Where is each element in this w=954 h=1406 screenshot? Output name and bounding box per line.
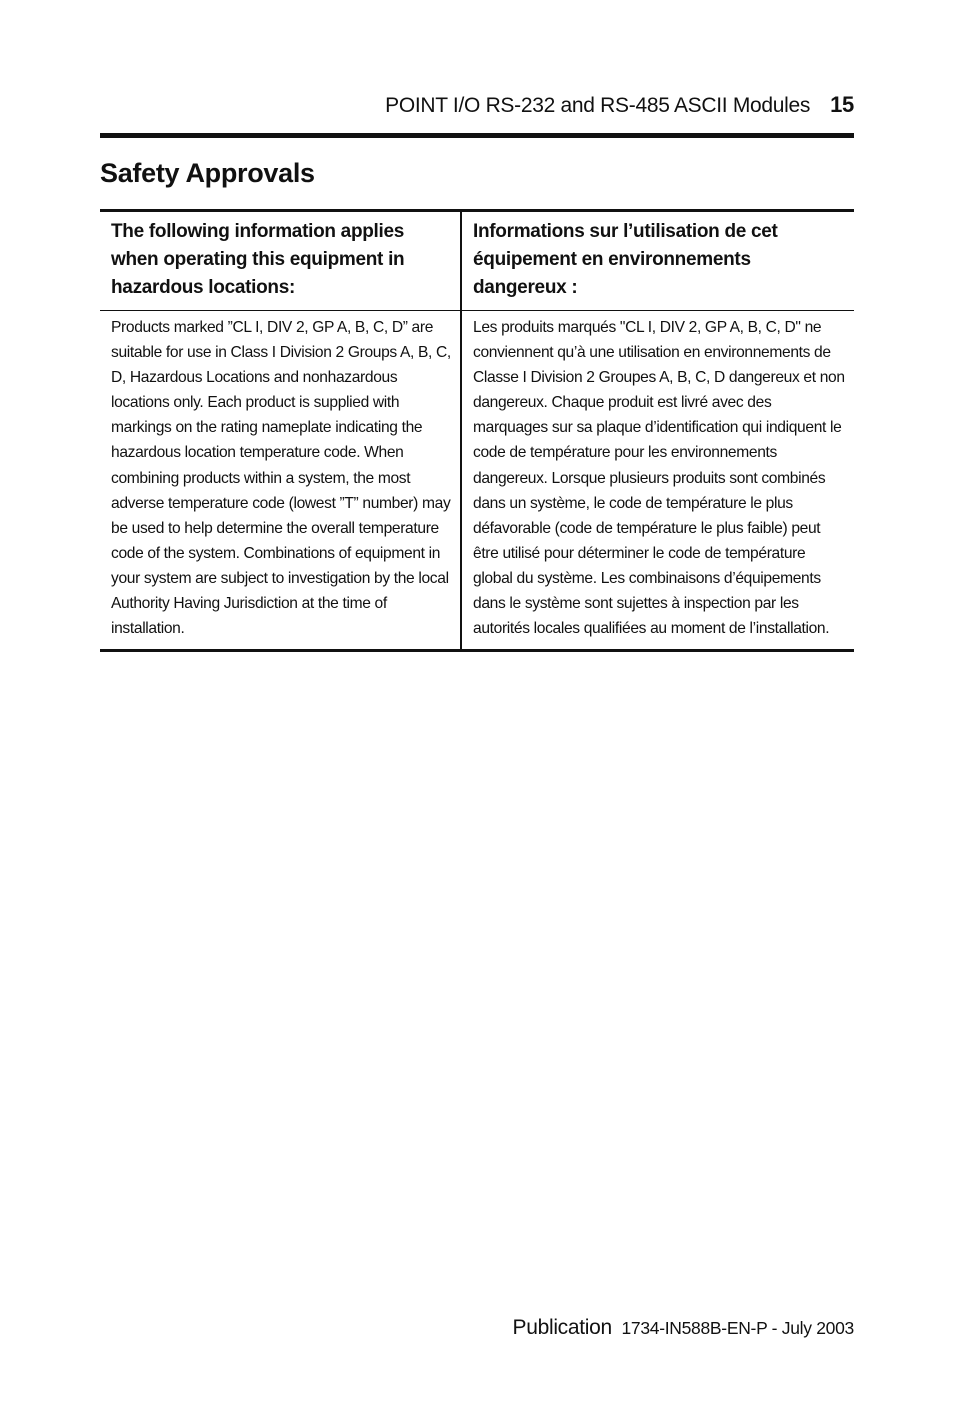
body-cell-french: Les produits marqués "CL I, DIV 2, GP A, B, C, D" ne conviennent qu’à une utilisation en environnements de Classe I Division 2 Groupes A, B, C, D dangereux et non dangereux. Chaque produit est livré avec des marquages sur sa plaque d’identification qui indiquent le code de température pour les environnements dangereux. Lorsque plusieurs produits sont combinés dans un système, le code de température le plus défavorable (code de température le plus faible) peut être utilisé pour déterminer le code de température global du système. Les combinaisons d’équipements dans le système sont sujettes à inspection par les autorités locales qualifiées au moment de l’installation.: [473, 319, 845, 638]
page-number: 15: [830, 92, 854, 117]
footer-label: Publication: [512, 1316, 612, 1339]
page-footer: [512, 1316, 854, 1340]
publication-number: 1734-IN588B-EN-P - July 2003: [621, 1318, 854, 1338]
table-header-row: [100, 211, 854, 311]
page-header: [100, 92, 854, 118]
body-cell-english: Products marked ”CL I, DIV 2, GP A, B, C, D” are suitable for use in Class I Division 2 Groups A, B, C, D, Hazardous Locations and nonhazardous locations only. Each product is supplied with markings on the rating nameplate indicating the hazardous location temperature code. When combining products within a system, the most adverse temperature code (lowest ”T” number) may be used to help determine the overall temperature code of the system. Combinations of equipment in your system are subject to investigation by the local Authority Having Jurisdiction at the time of installation.: [100, 311, 461, 651]
header-rule: [100, 133, 854, 138]
section-title: Safety Approvals: [100, 158, 315, 188]
safety-approvals-table: [100, 209, 854, 652]
header-cell-english: The following information applies when operating this equipment in hazardous locations:: [100, 211, 461, 311]
header-cell-french: Informations sur l’utilisation de cet équipement en environnements dangereux :: [461, 211, 854, 311]
table-row: [100, 311, 854, 651]
header-title: POINT I/O RS-232 and RS-485 ASCII Modules: [385, 94, 811, 117]
